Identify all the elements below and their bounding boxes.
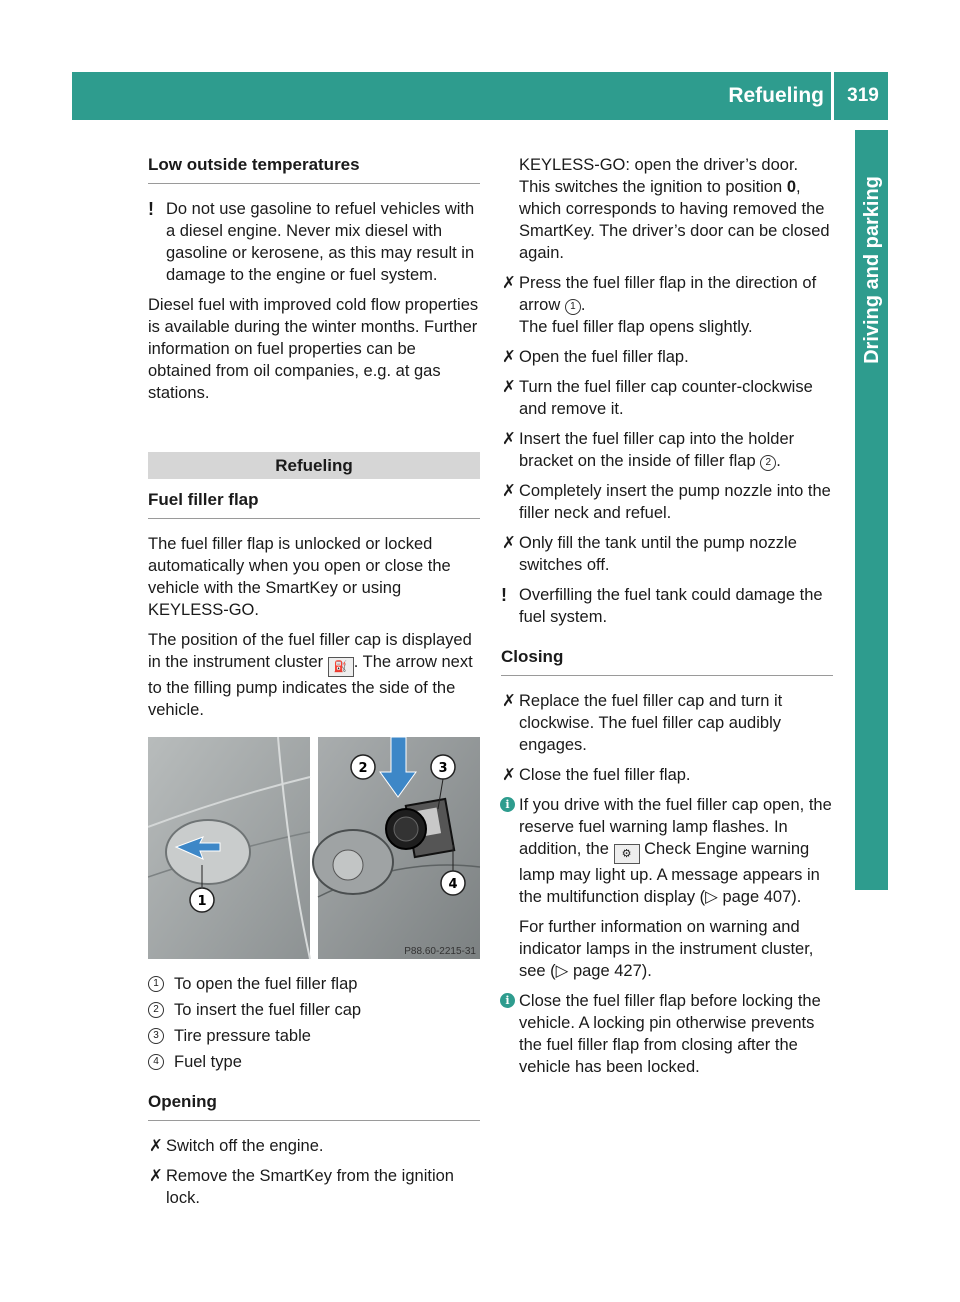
info-note-locking: i Close the fuel filler flap before locking the vehicle. A locking pin otherwise prevents the fuel filler flap from closing after the vehicle has been locked. xyxy=(501,990,833,1078)
legend-number: 4 xyxy=(148,1054,164,1070)
step-marker-icon: ✗ xyxy=(502,482,516,500)
callout-2-icon: 2 xyxy=(760,455,776,471)
fuel-pump-indicator-icon: ⛽ xyxy=(328,657,354,677)
step-marker-icon: ✗ xyxy=(502,692,516,710)
flap-text-1: The fuel filler flap is unlocked or locked automatically when you open or close the vehicle with the SmartKey or using KEYLESS-GO. xyxy=(148,535,451,619)
low-temp-warning: ! Do not use gasoline to refuel vehicles with a diesel engine. Never mix diesel with gasoline or kerosene, as this may result in damage to the engine or fuel system. xyxy=(148,199,475,284)
left-column xyxy=(148,154,480,1217)
header-divider xyxy=(831,72,834,120)
step-marker-icon: ✗ xyxy=(502,274,516,292)
fuel-filler-figure xyxy=(148,737,480,959)
step-press-flap: ✗ Press the fuel filler flap in the direction of arrow 1 . The fuel filler flap opens slightly. xyxy=(502,274,817,336)
legend-number: 3 xyxy=(148,1028,164,1044)
info-icon: i xyxy=(500,993,515,1008)
opening-step: ✗ Switch off the engine. xyxy=(149,1137,324,1155)
figure-code: P88.60-2215-31 xyxy=(404,946,476,957)
page-number: 319 xyxy=(847,85,879,106)
step-marker-icon: ✗ xyxy=(502,378,516,396)
low-temp-text: Diesel fuel with improved cold flow properties is available during the winter months. Further information on fuel properties can be obtained from oil companies, e.g. at gas stations. xyxy=(148,296,479,402)
svg-text:1: 1 xyxy=(197,894,207,909)
header-section-title: Refueling xyxy=(728,84,824,107)
legend-item: 2 To insert the fuel filler cap xyxy=(148,999,480,1021)
section-heading: Refueling xyxy=(148,452,480,479)
step-fill-tank: ✗ Only fill the tank until the pump nozzle switches off. xyxy=(502,534,797,574)
closing-step: ✗ Close the fuel filler flap. xyxy=(502,766,691,784)
flap-text-2: The position of the fuel filler cap is displayed in the instrument cluster ⛽ . The arrow next to the filling pump indicates the side of the vehicle. xyxy=(148,631,473,719)
step-turn-cap: ✗ Turn the fuel filler cap counter-clockwise and remove it. xyxy=(502,378,813,418)
closing-step: ✗ Replace the fuel filler cap and turn it clockwise. The fuel filler cap audibly engages. xyxy=(502,692,783,754)
callout-1-icon: 1 xyxy=(565,299,581,315)
step-marker-icon: ✗ xyxy=(502,766,516,784)
svg-text:4: 4 xyxy=(448,877,458,892)
legend-number: 1 xyxy=(148,976,164,992)
step-marker-icon: ✗ xyxy=(149,1137,163,1155)
legend-number: 2 xyxy=(148,1002,164,1018)
svg-text:2: 2 xyxy=(358,761,368,776)
svg-text:3: 3 xyxy=(438,761,448,776)
side-tab-label: Driving and parking xyxy=(860,176,883,364)
closing-heading: Closing xyxy=(501,646,833,676)
step-marker-icon: ✗ xyxy=(149,1167,163,1185)
legend-item: 3 Tire pressure table xyxy=(148,1025,480,1047)
low-temp-heading: Low outside temperatures xyxy=(148,154,480,184)
info-icon: i xyxy=(500,797,515,812)
info-note-cap-open: i If you drive with the fuel filler cap open, the reserve fuel warning lamp flashes. In addition, the ⚙ Check Engine warning lamp may light up. A message appears in the multifunction display (▷ page 407). xyxy=(501,794,833,908)
warning-icon: ! xyxy=(148,199,154,219)
step-insert-nozzle: ✗ Completely insert the pump nozzle into the filler neck and refuel. xyxy=(502,482,831,522)
step-insert-cap: ✗ Insert the fuel filler cap into the holder bracket on the inside of filler flap 2 . xyxy=(502,430,795,470)
warning-icon: ! xyxy=(501,585,507,605)
fuel-filler-illustration xyxy=(148,737,480,959)
opening-heading: Opening xyxy=(148,1091,480,1121)
check-engine-icon: ⚙ xyxy=(614,844,640,864)
opening-step: ✗ Remove the SmartKey from the ignition lock. xyxy=(149,1167,454,1207)
fuel-filler-flap-heading: Fuel filler flap xyxy=(148,489,480,519)
step-marker-icon: ✗ xyxy=(502,430,516,448)
step-open-flap: ✗ Open the fuel filler flap. xyxy=(502,348,689,366)
legend-item: 1 To open the fuel filler flap xyxy=(148,973,480,995)
overfill-warning: ! Overfilling the fuel tank could damage the fuel system. xyxy=(501,585,823,626)
right-column xyxy=(501,154,833,1086)
step-marker-icon: ✗ xyxy=(502,348,516,366)
keyless-go-continuation: KEYLESS-GO: open the driver’s door. This switches the ignition to position 0, which corresponds to having removed the SmartKey. The driver’s door can be closed again. xyxy=(519,156,830,262)
info-note-more: For further information on warning and indicator lamps in the instrument cluster, see (▷ page 427). xyxy=(519,918,814,980)
legend-item: 4 Fuel type xyxy=(148,1051,480,1073)
step-marker-icon: ✗ xyxy=(502,534,516,552)
